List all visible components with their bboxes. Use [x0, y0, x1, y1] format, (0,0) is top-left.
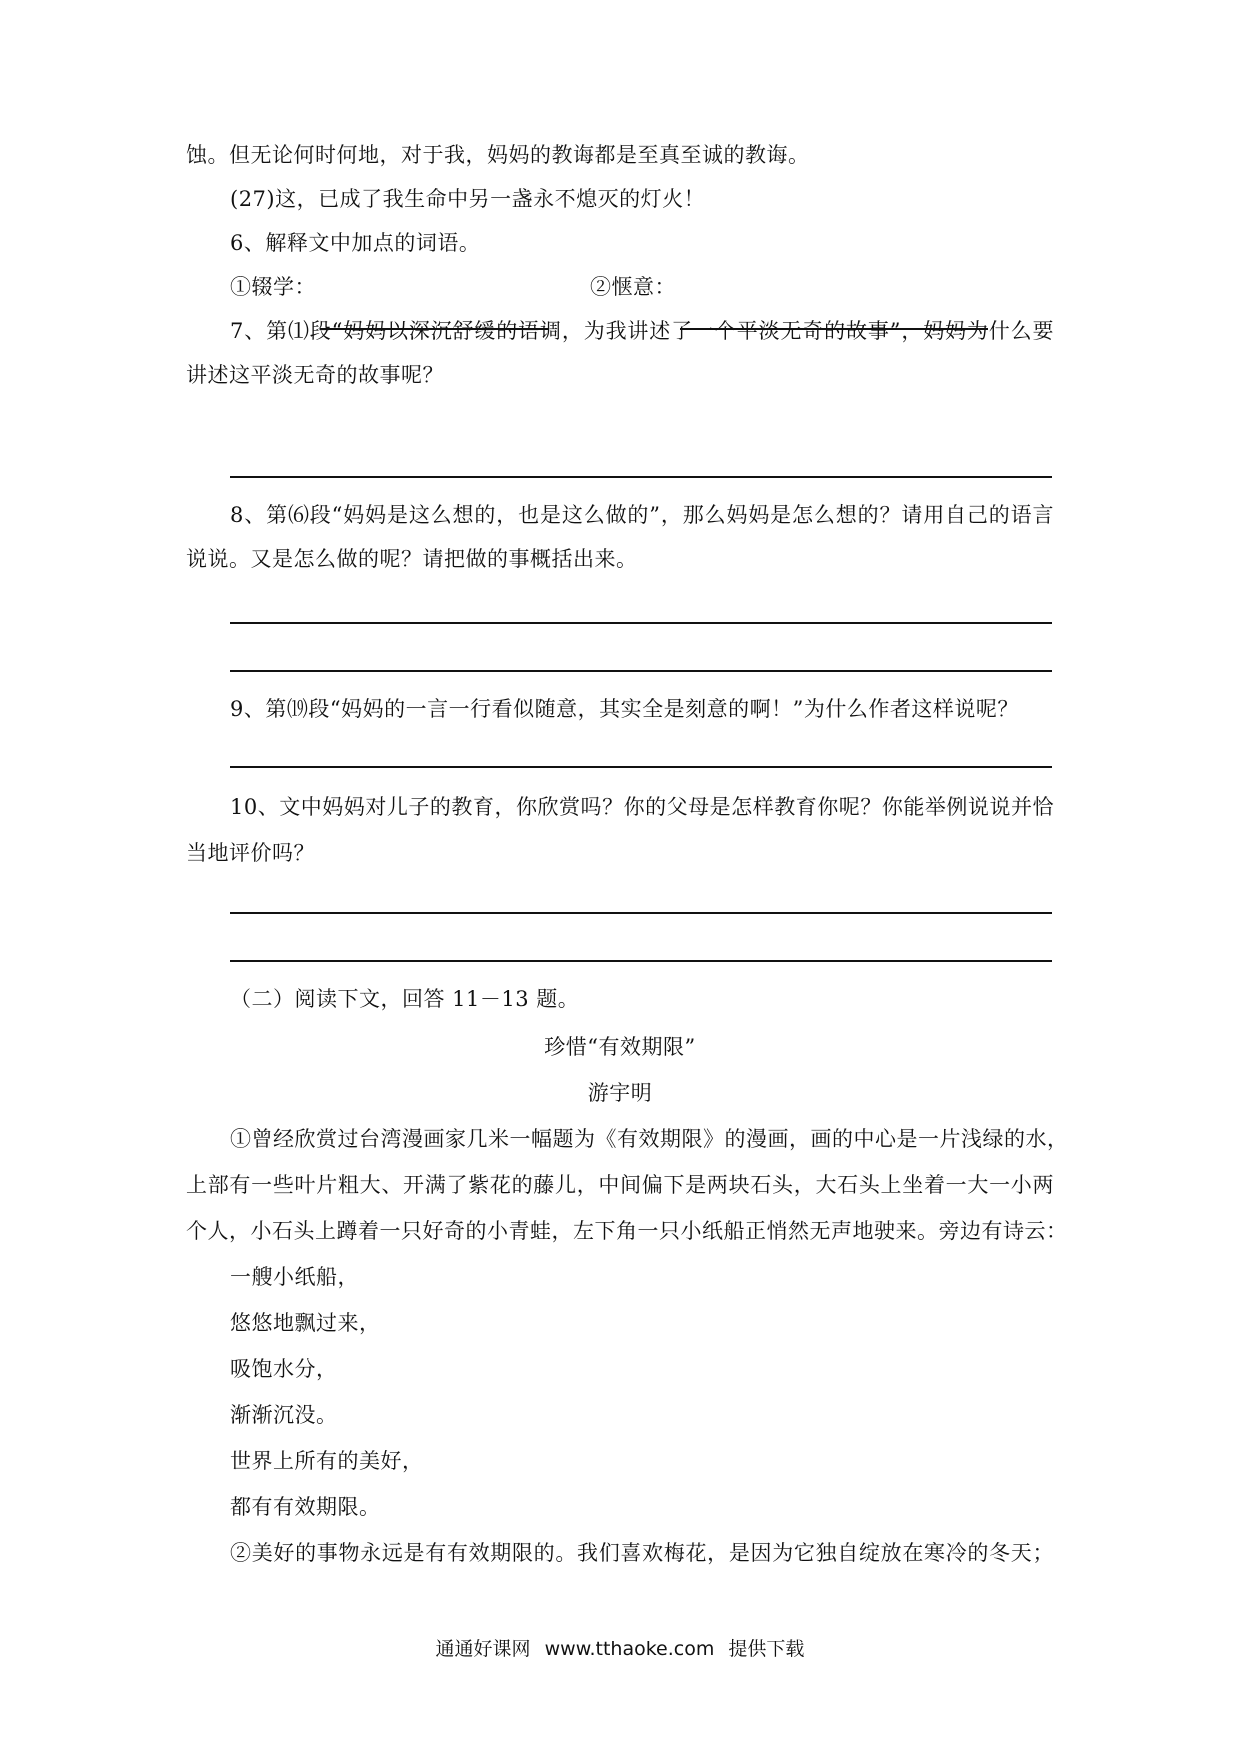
question-7-line-1: 7、第⑴段“妈妈以深沉舒缓的语调，为我讲述了一个平淡无奇的故事”，妈妈为什么要 — [230, 319, 1054, 343]
answer-line-q8-2[interactable] — [230, 670, 1052, 672]
poem-line-6: 都有有效期限。 — [230, 1495, 381, 1519]
answer-line-q9[interactable] — [230, 766, 1052, 768]
section-2-intro: （二）阅读下文，回答 11－13 题。 — [230, 987, 580, 1011]
question-8-line-1: 8、第⑹段“妈妈是这么想的，也是这么做的”，那么妈妈是怎么想的？请用自己的语言 — [230, 503, 1054, 527]
page-footer — [0, 1636, 1240, 1662]
article-paragraph-2-line-1: ②美好的事物永远是有有效期限的。我们喜欢梅花，是因为它独自绽放在寒冷的冬天； — [230, 1541, 1054, 1565]
question-9-line-1: 9、第⒆段“妈妈的一言一行看似随意，其实全是刻意的啊！”为什么作者这样说呢？ — [230, 697, 1019, 721]
question-6-item-2-label: ②惬意： — [590, 275, 676, 299]
poem-line-2: 悠悠地飘过来， — [230, 1311, 381, 1335]
question-10-line-1: 10、文中妈妈对儿子的教育，你欣赏吗？你的父母是怎样教育你呢？你能举例说说并恰 — [230, 795, 1054, 819]
footer-site-name: 通通好课网 — [435, 1638, 531, 1660]
answer-line-q7[interactable] — [230, 476, 1052, 478]
footer-url[interactable]: www.tthaoke.com — [544, 1638, 715, 1660]
question-10-line-2: 当地评价吗？ — [186, 841, 315, 865]
poem-line-3: 吸饱水分， — [230, 1357, 338, 1381]
answer-line-q10-2[interactable] — [230, 960, 1052, 962]
footer-note: 提供下载 — [728, 1638, 805, 1660]
passage-paragraph-27: (27)这，已成了我生命中另一盏永不熄灭的灯火！ — [230, 187, 706, 211]
poem-line-1: 一艘小纸船， — [230, 1265, 359, 1289]
question-7-line-2: 讲述这平淡无奇的故事呢？ — [186, 363, 444, 387]
answer-line-q8-1[interactable] — [230, 622, 1052, 624]
article-author: 游宇明 — [587, 1081, 653, 1105]
article-paragraph-1-line-3: 个人，小石头上蹲着一只好奇的小青蛙，左下角一只小纸船正悄然无声地驶来。旁边有诗云： — [186, 1219, 1068, 1243]
question-8-line-2: 说说。又是怎么做的呢？请把做的事概括出来。 — [186, 547, 638, 571]
question-6-prompt: 6、解释文中加点的词语。 — [230, 231, 481, 255]
question-6-item-1-label: ①辍学： — [230, 275, 316, 299]
answer-line-q10-1[interactable] — [230, 912, 1052, 914]
poem-line-4: 渐渐沉没。 — [230, 1403, 338, 1427]
passage-end-line: 蚀。但无论何时何地，对于我，妈妈的教诲都是至真至诚的教诲。 — [186, 143, 810, 167]
poem-line-5: 世界上所有的美好， — [230, 1449, 424, 1473]
article-paragraph-1-line-1: ①曾经欣赏过台湾漫画家几米一幅题为《有效期限》的漫画，画的中心是一片浅绿的水， — [230, 1127, 1069, 1151]
article-paragraph-1-line-2: 上部有一些叶片粗大、开满了紫花的藤儿，中间偏下是两块石头，大石头上坐着一大一小两 — [186, 1173, 1054, 1197]
article-title: 珍惜“有效期限” — [544, 1035, 696, 1059]
